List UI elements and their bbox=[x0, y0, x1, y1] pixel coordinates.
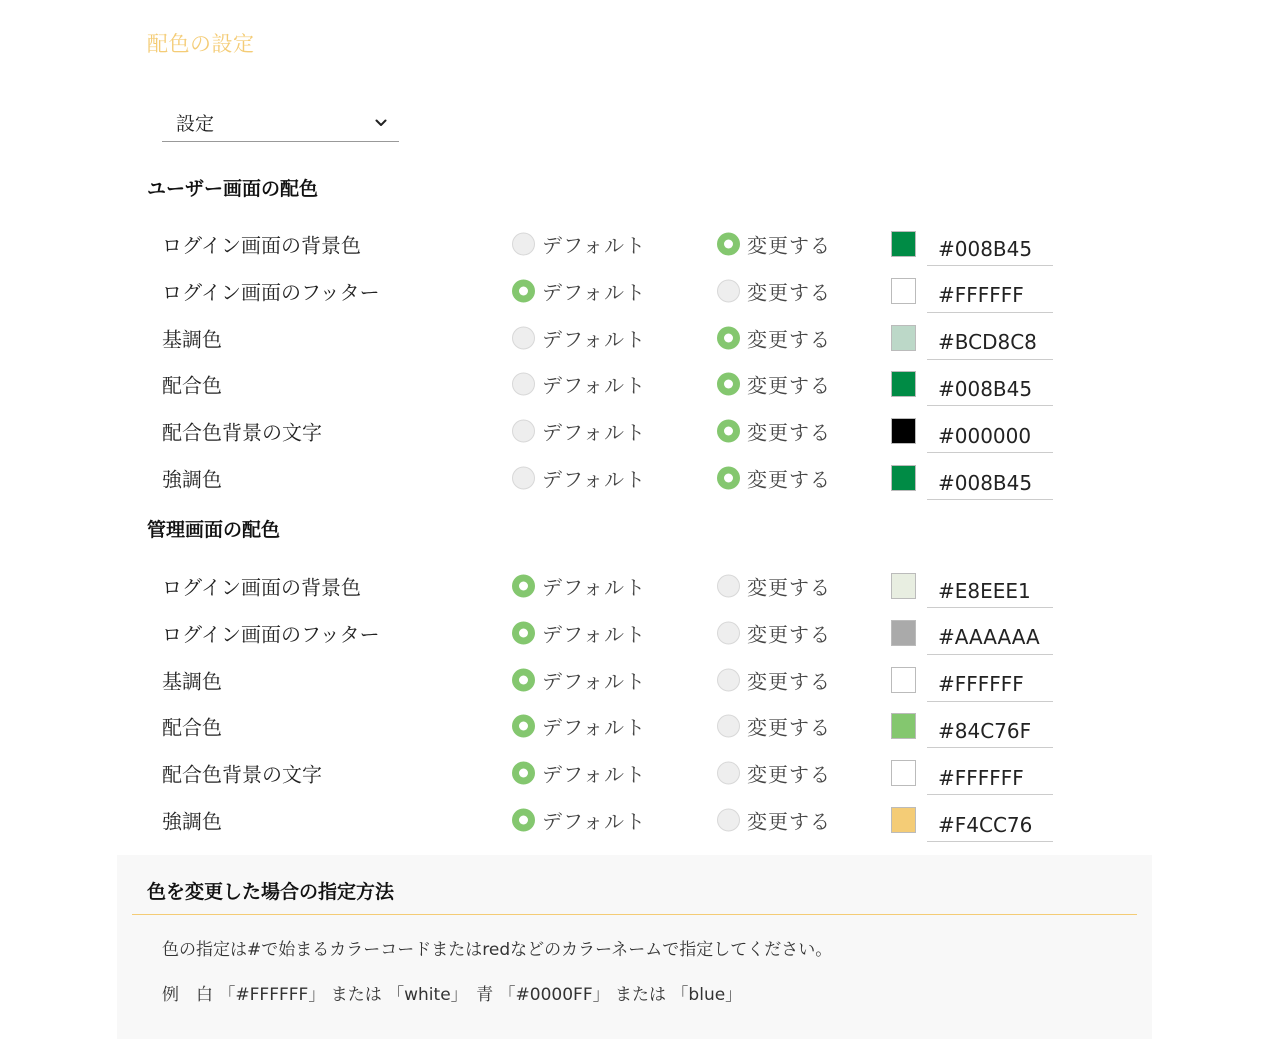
help-box bbox=[117, 855, 1152, 1039]
color-swatch[interactable] bbox=[891, 620, 916, 646]
color-code-input[interactable] bbox=[927, 269, 1053, 313]
color-code-input[interactable] bbox=[927, 704, 1053, 748]
color-swatch[interactable] bbox=[891, 371, 916, 397]
color-code-input[interactable] bbox=[927, 798, 1053, 842]
radio-default[interactable] bbox=[512, 572, 646, 601]
color-setting-label: 配合色背景の文字 bbox=[162, 420, 322, 445]
color-setting-row bbox=[0, 408, 1264, 454]
radio-default-label: デフォルト bbox=[542, 715, 646, 740]
radio-default[interactable] bbox=[512, 759, 646, 788]
color-setting-row bbox=[0, 563, 1264, 609]
settings-select[interactable] bbox=[162, 104, 399, 142]
help-text-line-1: 色の指定は#で始まるカラーコードまたはredなどのカラーネームで指定してください。 bbox=[162, 940, 833, 960]
color-setting-label: ログイン画面のフッター bbox=[162, 280, 380, 305]
color-setting-label: 配合色 bbox=[162, 715, 222, 740]
radio-circle-icon[interactable] bbox=[717, 373, 740, 396]
color-swatch[interactable] bbox=[891, 713, 916, 739]
radio-default-label: デフォルト bbox=[542, 809, 646, 834]
color-swatch[interactable] bbox=[891, 667, 916, 693]
radio-default[interactable] bbox=[512, 230, 646, 259]
color-code-input[interactable] bbox=[927, 362, 1053, 406]
color-setting-row bbox=[0, 657, 1264, 703]
help-title: 色を変更した場合の指定方法 bbox=[147, 881, 395, 903]
radio-default[interactable] bbox=[512, 276, 646, 305]
color-code-input[interactable] bbox=[927, 456, 1053, 500]
radio-default[interactable] bbox=[512, 417, 646, 446]
radio-change-label: 変更する bbox=[747, 575, 831, 600]
radio-circle-icon[interactable] bbox=[717, 233, 740, 256]
radio-change-label: 変更する bbox=[747, 280, 831, 305]
radio-change[interactable] bbox=[717, 417, 831, 446]
radio-circle-icon[interactable] bbox=[717, 575, 740, 598]
radio-change[interactable] bbox=[717, 572, 831, 601]
color-swatch[interactable] bbox=[891, 231, 916, 257]
color-setting-row bbox=[0, 221, 1264, 267]
color-setting-row bbox=[0, 315, 1264, 361]
radio-circle-icon[interactable] bbox=[717, 809, 740, 832]
radio-change-label: 変更する bbox=[747, 622, 831, 647]
color-code-input[interactable] bbox=[927, 409, 1053, 453]
color-code-input[interactable] bbox=[927, 611, 1053, 655]
radio-circle-icon[interactable] bbox=[717, 762, 740, 785]
help-text-line-2: 例 白 「#FFFFFF」 または 「white」 青 「#0000FF」 または 「blue」 bbox=[162, 985, 743, 1005]
color-setting-label: ログイン画面のフッター bbox=[162, 622, 380, 647]
color-setting-row bbox=[0, 797, 1264, 843]
color-swatch[interactable] bbox=[891, 325, 916, 351]
color-setting-label: 強調色 bbox=[162, 467, 222, 492]
color-swatch[interactable] bbox=[891, 465, 916, 491]
admin-section-heading: 管理画面の配色 bbox=[147, 519, 281, 541]
radio-circle-icon[interactable] bbox=[512, 326, 535, 349]
color-setting-label: 強調色 bbox=[162, 809, 222, 834]
color-swatch[interactable] bbox=[891, 573, 916, 599]
color-swatch[interactable] bbox=[891, 278, 916, 304]
radio-circle-icon[interactable] bbox=[512, 762, 535, 785]
radio-change-label: 変更する bbox=[747, 327, 831, 352]
radio-change[interactable] bbox=[717, 618, 831, 647]
radio-circle-icon[interactable] bbox=[717, 621, 740, 644]
radio-circle-icon[interactable] bbox=[717, 668, 740, 691]
radio-default-label: デフォルト bbox=[542, 233, 646, 258]
chevron-down-icon bbox=[375, 117, 387, 129]
radio-change-label: 変更する bbox=[747, 809, 831, 834]
radio-default-label: デフォルト bbox=[542, 467, 646, 492]
radio-circle-icon[interactable] bbox=[512, 668, 535, 691]
radio-circle-icon[interactable] bbox=[717, 715, 740, 738]
radio-circle-icon[interactable] bbox=[512, 621, 535, 644]
radio-default[interactable] bbox=[512, 370, 646, 399]
color-setting-label: 基調色 bbox=[162, 327, 222, 352]
radio-circle-icon[interactable] bbox=[717, 279, 740, 302]
color-code-input[interactable] bbox=[927, 751, 1053, 795]
radio-default[interactable] bbox=[512, 464, 646, 493]
radio-change-label: 変更する bbox=[747, 467, 831, 492]
radio-default-label: デフォルト bbox=[542, 575, 646, 600]
color-setting-row bbox=[0, 750, 1264, 796]
radio-change[interactable] bbox=[717, 370, 831, 399]
radio-circle-icon[interactable] bbox=[512, 715, 535, 738]
radio-default-label: デフォルト bbox=[542, 420, 646, 445]
color-setting-row bbox=[0, 610, 1264, 656]
radio-change[interactable] bbox=[717, 323, 831, 352]
radio-default-label: デフォルト bbox=[542, 373, 646, 398]
radio-change-label: 変更する bbox=[747, 373, 831, 398]
color-code-input[interactable] bbox=[927, 316, 1053, 360]
radio-default-label: デフォルト bbox=[542, 622, 646, 647]
radio-change-label: 変更する bbox=[747, 715, 831, 740]
help-divider bbox=[132, 914, 1137, 915]
color-setting-label: 配合色背景の文字 bbox=[162, 762, 322, 787]
radio-circle-icon[interactable] bbox=[512, 279, 535, 302]
settings-select-value: 設定 bbox=[176, 113, 215, 135]
color-setting-label: 配合色 bbox=[162, 373, 222, 398]
radio-change[interactable] bbox=[717, 712, 831, 741]
color-swatch[interactable] bbox=[891, 760, 916, 786]
radio-circle-icon[interactable] bbox=[512, 373, 535, 396]
radio-change-label: 変更する bbox=[747, 669, 831, 694]
radio-change[interactable] bbox=[717, 230, 831, 259]
radio-circle-icon[interactable] bbox=[512, 233, 535, 256]
radio-default-label: デフォルト bbox=[542, 762, 646, 787]
radio-circle-icon[interactable] bbox=[512, 420, 535, 443]
radio-change[interactable] bbox=[717, 464, 831, 493]
radio-change-label: 変更する bbox=[747, 233, 831, 258]
color-setting-row bbox=[0, 455, 1264, 501]
radio-change[interactable] bbox=[717, 276, 831, 305]
color-code-input[interactable] bbox=[927, 222, 1053, 266]
color-setting-label: ログイン画面の背景色 bbox=[162, 233, 361, 258]
color-swatch[interactable] bbox=[891, 807, 916, 833]
color-swatch[interactable] bbox=[891, 418, 916, 444]
radio-circle-icon[interactable] bbox=[512, 575, 535, 598]
radio-default-label: デフォルト bbox=[542, 327, 646, 352]
radio-circle-icon[interactable] bbox=[512, 467, 535, 490]
radio-change[interactable] bbox=[717, 665, 831, 694]
radio-circle-icon[interactable] bbox=[512, 809, 535, 832]
radio-default[interactable] bbox=[512, 806, 646, 835]
page-title: 配色の設定 bbox=[147, 32, 255, 56]
radio-change-label: 変更する bbox=[747, 420, 831, 445]
radio-circle-icon[interactable] bbox=[717, 467, 740, 490]
color-setting-row bbox=[0, 703, 1264, 749]
color-setting-label: ログイン画面の背景色 bbox=[162, 575, 361, 600]
radio-default[interactable] bbox=[512, 665, 646, 694]
color-setting-row bbox=[0, 361, 1264, 407]
radio-circle-icon[interactable] bbox=[717, 420, 740, 443]
radio-change[interactable] bbox=[717, 806, 831, 835]
color-code-input[interactable] bbox=[927, 658, 1053, 702]
color-setting-label: 基調色 bbox=[162, 669, 222, 694]
user-section-heading: ユーザー画面の配色 bbox=[147, 178, 319, 200]
color-setting-row bbox=[0, 268, 1264, 314]
radio-default[interactable] bbox=[512, 618, 646, 647]
radio-circle-icon[interactable] bbox=[717, 326, 740, 349]
radio-default-label: デフォルト bbox=[542, 669, 646, 694]
radio-default-label: デフォルト bbox=[542, 280, 646, 305]
radio-default[interactable] bbox=[512, 323, 646, 352]
radio-change-label: 変更する bbox=[747, 762, 831, 787]
color-code-input[interactable] bbox=[927, 564, 1053, 608]
radio-change[interactable] bbox=[717, 759, 831, 788]
radio-default[interactable] bbox=[512, 712, 646, 741]
